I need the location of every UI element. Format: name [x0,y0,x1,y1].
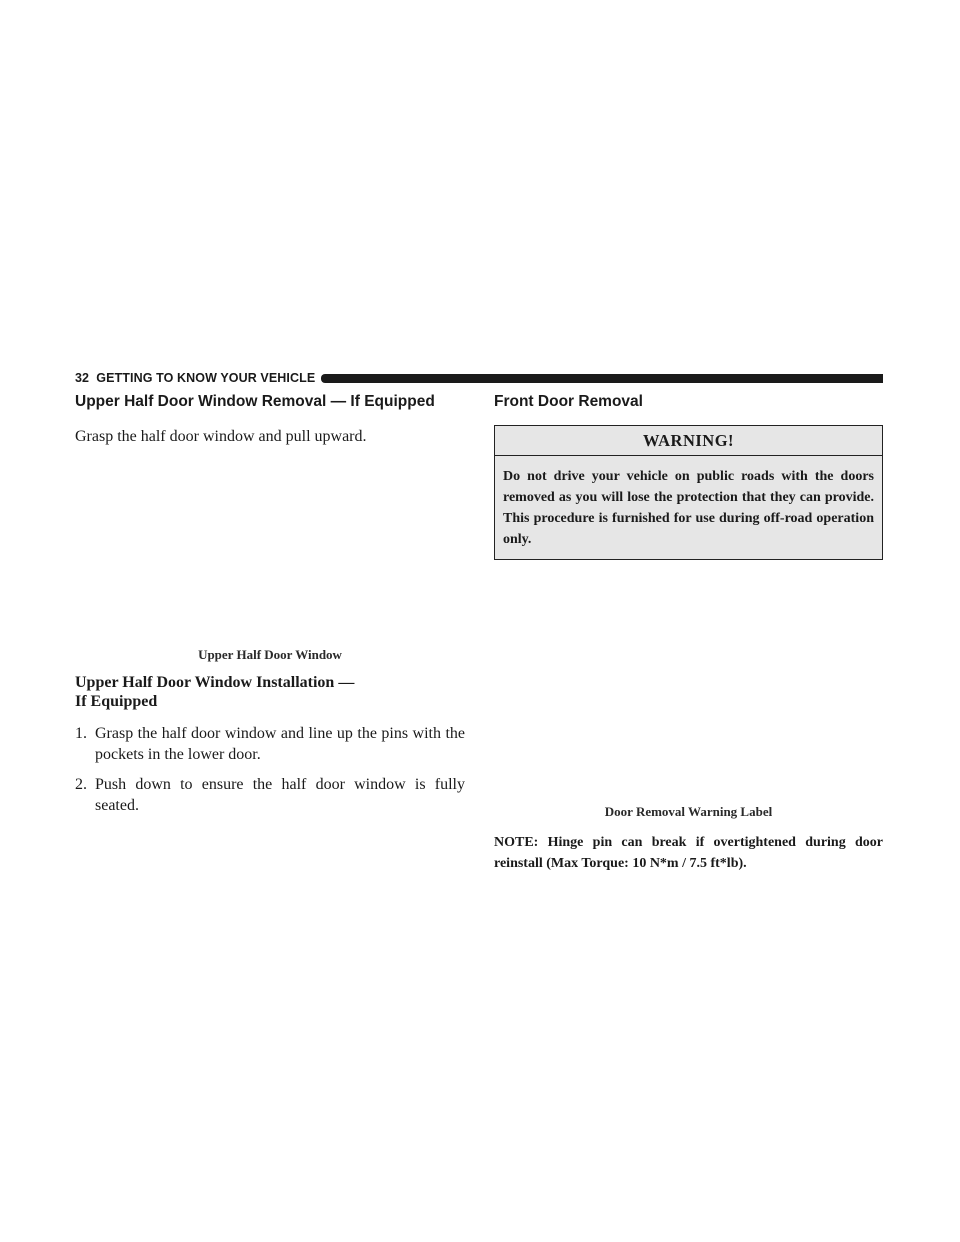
warning-box [494,425,883,560]
installation-heading-line2: If Equipped [75,693,158,710]
warning-text: Do not drive your vehicle on public roads with the doors removed as you will lose the protection that they can provide. This procedure is furnished for use during off-road operation only. [503,469,874,547]
page-header-text [75,371,315,385]
upper-half-door-window-caption: Upper Half Door Window [198,647,342,662]
section-title: GETTING TO KNOW YOUR VEHICLE [96,371,316,385]
page-header [75,370,883,386]
step-text: Grasp the half door window and line up the pins with the pockets in the lower door. [95,725,465,763]
step-item [75,723,465,765]
right-column [494,392,883,874]
hinge-pin-note: NOTE: Hinge pin can break if overtightened during door reinstall (Max Torque: 10 N*m / 7.5 ft*lb). [494,835,883,871]
step-number: 1. [75,725,87,742]
left-column [75,392,465,825]
step-item [75,774,465,816]
warning-title: WARNING! [495,426,882,456]
step-number: 2. [75,776,87,793]
installation-steps [75,723,465,816]
header-rule [321,374,883,383]
removal-heading: Upper Half Door Window Removal — If Equipped [75,393,435,410]
upper-half-door-window-figure [75,447,465,647]
front-door-removal-heading: Front Door Removal [494,393,643,410]
installation-heading [75,673,465,711]
page-number: 32 [75,371,90,385]
installation-heading-line1: Upper Half Door Window Installation — [75,674,355,691]
door-removal-warning-label-caption: Door Removal Warning Label [604,804,773,819]
removal-text: Grasp the half door window and pull upward. [75,428,367,445]
step-text: Push down to ensure the half door window is fully seated. [95,776,465,814]
door-removal-warning-label-figure [494,560,883,804]
